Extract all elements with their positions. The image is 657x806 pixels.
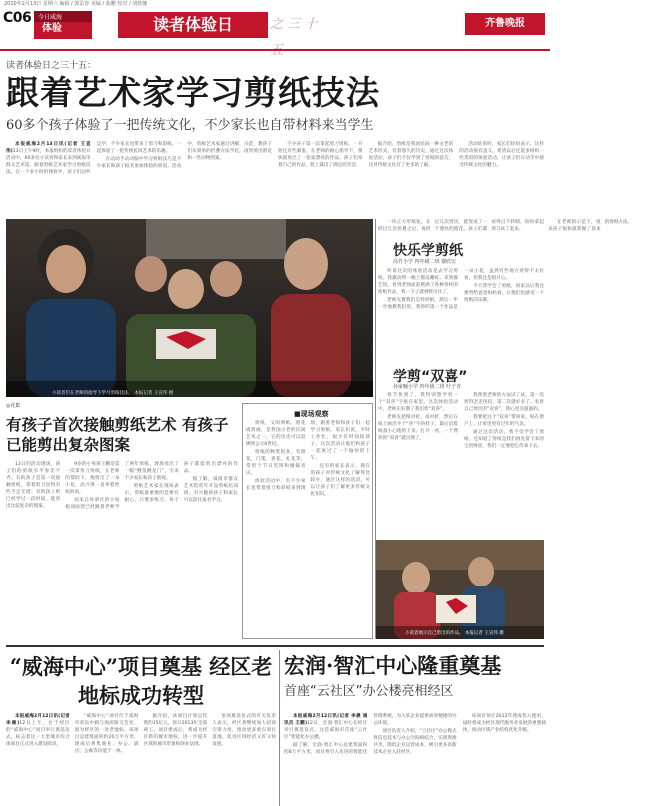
lead-paragraph: 不少孩子第一次拿起剪刀剪纸，一开始还有些紧张，在老师的耐心指导下，很快就剪出了一张张漂亮的作品。孩子们举着自己的作品，脸上露出了满足的笑容。 [277,142,363,168]
sidebar2-paragraph: 我照着老师的方法试了试，第一次剪得歪歪扭扭，第二次就好多了。看着自己剪出的“双喜”，我心里美滋滋的。 [464,393,544,412]
sidebar1-title: 快乐学剪纸 [393,243,463,259]
scene-box-paragraph: 剪纸的种类很多，有窗花、门笺、喜花、礼花等，常用于节日装饰和婚嫁喜庆。 [246,450,306,476]
story-left-paragraph: 12日上午，位于经区的“威海中心”项目举行奠基仪式，标志着这一大型城市综合体项目正式进入建设阶段。 [6,721,70,747]
lead-photo-image [6,219,373,397]
banner-rule [0,49,550,51]
right-intro-paragraph: 在老师的示范下，很多孩子很快就掌握了基本的剪纸方法。 [547,220,633,232]
story-right-headline: 宏润·智汇中心隆重奠基 [284,653,502,678]
right-intro-body [378,219,633,237]
story-left-paragraph: 参加奠基仪式的有关负责人表示，经区将继续加大招商引资力度，推动更多重点项目落地，促进区域经济又好又快发展。 [212,714,276,747]
story-left-headline: “威海中心”项目奠基 经区老地标成功转型 [9,654,273,708]
sidebar2-body [378,392,544,538]
scene-box-title: ■现场观察 [294,410,329,418]
column-tag-top: 今日威海 [34,11,92,22]
lead-paragraph: 13日上午9时，本报组织的读者体验日活动中，60多位小读者和家长来到威海市群众艺术馆，跟着剪纸艺术家学习剪纸技法。在一个多小时的体验中，孩子们边听边学，不少家长也带来了剪刀和彩纸，一起体验了一把传统民间艺术的乐趣。 [6,142,182,175]
story-right-byline: 本报威海2月12日讯(记者 李晨 通讯员 王鹏) [284,714,368,726]
right-intro-paragraph: 一块正方形纸张，在经过几次折叠之后，再经过几次剪切，就变成了一个漂亮的窗花。孩子们都看得目不转睛，纷纷拿起剪刀试了起来。 [378,220,544,232]
secondary-photo [376,540,544,639]
section-divider [6,645,544,647]
date-line: 2010年2月13日 星期六 编辑 / 郭雷春 美编 / 曲鹏 校对 / 胡轶娜 [4,1,148,7]
sidebar1-body [378,268,544,364]
sub-story-paragraph: 剪纸艺术家在现场表示，剪纸最重要的是要有耐心，只要多练习，每个孩子都能剪出漂亮的作品。 [124,462,238,503]
scene-box-paragraph: 体验活动中，有不少家长也带着剪刀和彩纸来到现场，跟着老师和孩子们一起学习剪纸。家长们说，平时工作忙，很少有时间陪孩子，这次活动让他们和孩子一起度过了一个愉快的上午。 [246,421,370,491]
column-tag-bottom: 体验 [42,23,62,34]
column-divider [375,219,376,639]
sidebar2-paragraph: 老师先把纸对折，再对折，然后在纸上画出半个“喜”字的样子，最后沿着线条小心地剪下来。打开一看，一个漂亮的“双喜”就出现了。 [378,415,458,441]
lead-paragraph: 在动动手动动脑中学习剪纸技巧是不少家长和孩子报名参加体验的原因。活动中，剪纸艺术家通过讲解、示范，教孩子们从简单的折叠方法学起，再到剪出窗花和一些动物图案。 [96,142,272,169]
story-right-paragraph: 12日，宏润·智汇中心在经区举行奠基仪式，这是威海市首座“云社区”智能化办公楼。 [284,721,368,740]
story-right-paragraph: 据了解，宏润·智汇中心总建筑面积约8万平方米，项目将引入先进的智能化管理系统，为入驻企业提供高效便捷的办公环境。 [284,714,457,755]
lead-kicker: 读者体验日之三十五： [6,61,97,71]
column-divider [279,650,280,806]
story-right-paragraph: 项目负责人介绍，“云社区”办公模式将信息技术与办公空间相结合，实现资源共享，降低企业运营成本，吸引更多高新技术企业入驻经区。 [373,729,457,755]
story-left-body [6,713,276,806]
sub-story-paragraph: 9岁的小男孩王鹏是第一次拿剪刀剪纸，在老师的帮助下，他剪出了一朵小花，高兴得一直举着给妈妈看。 [65,462,120,495]
lead-headline: 跟着艺术家学习剪纸技法 [6,73,380,112]
secondary-photo-caption: 小读者展示自己剪出的作品。 本报记者 王宣伟 摄 [405,631,504,636]
sub-story-paragraph: 13日的活动现场，孩子们的剪纸水平参差不齐。有的孩子是第一次接触剪纸，拿着剪刀显得有些手足无措；有的孩子则已经学过一段时间，能剪出比较复杂的图案。 [6,462,61,509]
sidebar1-byline: 高竹小学 四年级二班 谢欣宏 [393,259,457,265]
lead-paragraph: 活动结束时，家长们纷纷表示，这样的活动很有意义，希望以后还能多组织一些类似的体验活动，让孩子们在动手中感受传统文化的魅力。 [459,142,544,168]
sidebar2-title: 学剪“双喜” [393,369,468,385]
sidebar2-paragraph: 我要把这个“双喜”带回家，贴在窗户上，让家里更有过年的气氛。 [464,415,544,427]
page-number: C06 [3,10,32,26]
sub-story-kicker: ◎花絮 [6,403,21,409]
sidebar2-byline: 孙家疃小学 四年级二班 叶子青 [393,384,462,390]
story-left-byline: 本报威海2月12日讯(记者 李晨) [6,714,70,726]
lead-photo [6,219,373,397]
section-title: 读者体验日 [118,12,268,38]
column-tag [34,11,92,39]
sidebar1-paragraph: 听说这次的体验活动是去学习剪纸，我激动得一晚上都没睡好。来到群艺馆，看到老师面前摆满了各种各样的剪纸作品，我一下子就被吸引住了。 [378,269,458,295]
sidebar2-paragraph: 春节快到了，我特别想学剪一个“双喜”字贴在家里。这次体验活动中，老师正好教了我们剪“双喜”。 [378,393,458,412]
story-right-paragraph: 该项目预计2012年建成投入使用，届时将成为经区现代服务业发展的重要载体，推动区域产业结构优化升级。 [462,714,546,733]
lead-body [6,141,544,218]
sub-story-headline: 有孩子首次接触剪纸艺术 有孩子已能剪出复杂图案 [6,416,229,454]
scene-box-paragraph: 剪纸，又叫刻纸、窗花或剪画，是我国古老的民间艺术之一，它的历史可以追溯到公元6世纪。 [246,421,306,447]
scene-box-body [246,420,370,635]
story-left-paragraph: “威海中心”项目位于威海市青岛中路与海滨路交会处，原为经区的一处老地标。该项目总建筑面积约20万平方米，建成后将集商业、办公、酒店、公寓等功能于一体。 [74,714,139,754]
lead-paragraph: 据介绍，剪纸是我国民间一种古老的艺术形式，有着悠久的历史。通过这次体验活动，孩子们不仅学到了剪纸的技巧，还对传统文化有了更多的了解。 [368,142,454,168]
scene-box-paragraph: 还有的家长表示，现在的孩子对传统文化了解得比较少，通过这样的活动，可以让孩子们了解更多传统文化知识。 [310,464,370,497]
section-decoration: 之 三 十 [270,17,318,32]
story-right-body [284,713,546,806]
sub-story-paragraph: 据了解，威海市群众艺术馆常年开设剪纸培训班，有兴趣的孩子和家长可以前往报名学习。 [183,477,238,503]
sidebar2-paragraph: 通过这次活动，我不仅学会了剪纸，还知道了剪纸是我们祖先留下来的宝贵财富，我们一定要把它传承下去。 [464,430,544,449]
newspaper-logo: 齐鲁晚报 [465,13,545,35]
lead-byline: 本报威海2月13日讯(记者 王宣伟) [6,142,91,154]
lead-photo-caption: 小读者们在老师的指导下学习剪纸技法。 本报记者 王宣伟 摄 [52,391,174,396]
story-right-subhead: 首座“云社区”办公楼亮相经区 [284,684,454,699]
sub-story-body [6,461,238,639]
sub-story-paragraph: 而来自环翠区的小姑娘刘雨萱已经跟着老师学了两年剪纸，现场剪出了一幅“鲤鱼跳龙门”，引来不少家长和孩子围观。 [65,462,179,510]
secondary-photo-image [376,540,544,639]
lead-subhead: 60多个孩子体验了一把传统文化，不少家长也自带材料来当学生 [6,118,374,133]
sidebar1-paragraph: 今天我学会了剪纸，回家以后我还要剪给爸爸妈妈看，让他们也感受一下剪纸的乐趣。 [464,284,544,303]
story-left-paragraph: 据介绍，该项目计划总投资约15亿元，预计2013年全部竣工。项目建成后，将成为经区新的城市地标，进一步提升区域的城市形象和商业氛围。 [143,714,208,747]
sidebar1-paragraph: 老师先教我们怎样折纸，然后一步一步地教我们剪。我剪的第一个作品是一朵小花，虽然有些地方剪得不太好看，但我还是很开心。 [378,269,544,310]
